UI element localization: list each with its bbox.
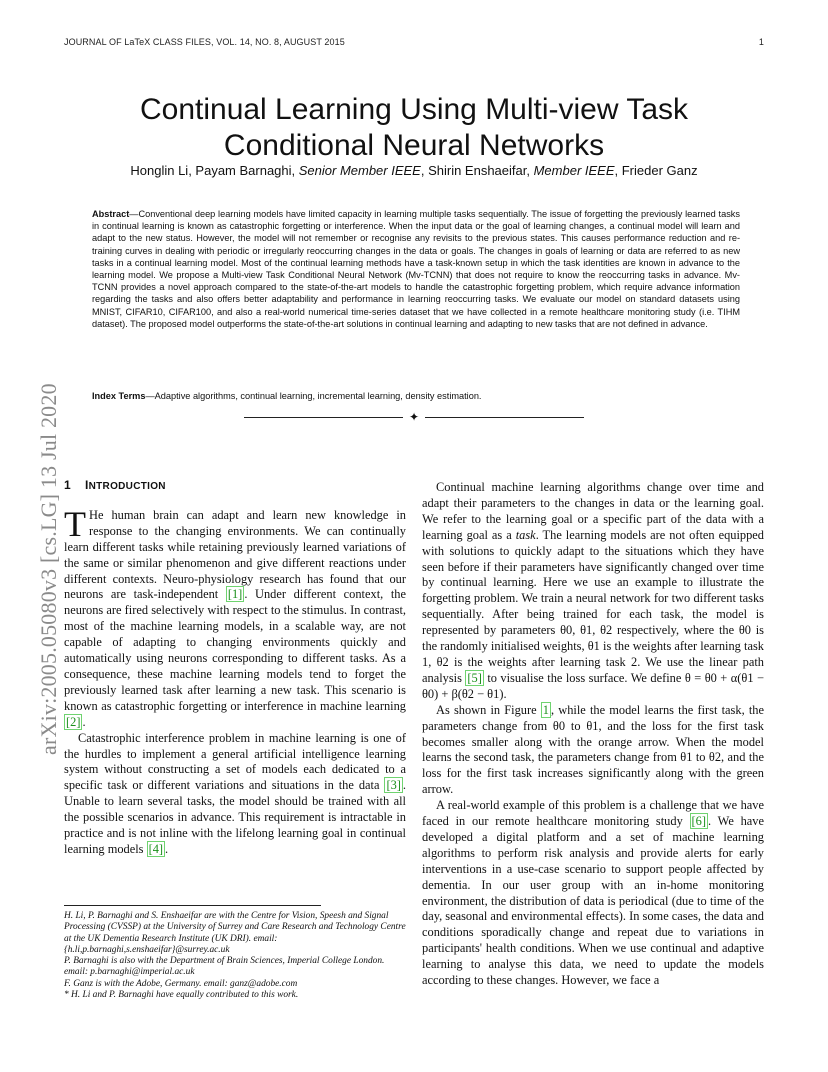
abstract-label: Abstract (92, 209, 130, 219)
index-terms-label: Index Terms (92, 391, 146, 401)
text-run: Catastrophic interference problem in machine learning is one of the hurdles to implement a general artificial intelligence learning system without constructing a set of models each dedicated to a specific task or different variations and situations in the data (64, 730, 406, 793)
section-heading (64, 478, 406, 495)
body-paragraph-2 (422, 703, 764, 798)
footnote-affiliation: H. Li, P. Barnaghi and S. Enshaeifar are with the Centre for Vision, Speesh and Signal Processing (CVSSP) at the University of Surrey and Care Research and Technology Centre at the UK Dementia Research Institute (UK DRI). email: {h.li,p.barnaghi,s.enshaeifar}@surrey.ac.uk (64, 911, 406, 955)
body-paragraph-1 (422, 480, 764, 703)
authors-part-2: , Shirin Enshaeifar, (420, 163, 534, 178)
text-run: As shown in Figure (436, 702, 541, 717)
title-line-1: Continual Learning Using Multi-view Task (139, 93, 689, 127)
drop-cap: T (64, 503, 86, 544)
intro-paragraph-1 (64, 503, 406, 731)
citation-link-3[interactable]: [3] (386, 778, 401, 793)
authors-part-3: , Frieder Ganz (614, 163, 698, 178)
author-list (64, 163, 764, 178)
footnote-ganz: F. Ganz is with the Adobe, Germany. email: ganz@adobe.com (64, 978, 298, 989)
text-run: . The learning models are not often equipped with solutions to quickly adapt to the situations which they have seen before if their parameters have significantly changed over time by continual learning. Here we use an example to illustrate the forgetting problem. We train a neural network for two different tasks sequentially. After being trained for each task, the model is represented by parameters θ0, θ1, θ2 respectively, where the θ0 is the randomly initialised weights, θ1 is the weights after learning task 1, θ2 is the weights after learning task 2. We use the linear path analysis (422, 527, 764, 685)
citation-link-1[interactable]: [1] (227, 587, 243, 602)
figure-link-1[interactable]: 1 (542, 702, 549, 717)
section-number: 1 (64, 478, 71, 492)
arxiv-stamp: arXiv:2005.05080v3 [cs.LG] 13 Jul 2020 (36, 383, 61, 755)
citation-link-4[interactable]: [4] (148, 841, 164, 856)
text-run: . (165, 841, 169, 856)
section-title-initial: I (84, 478, 89, 492)
text-run: A real-world example of this problem is a challenge that we have faced in our remote healthcare monitoring study (422, 798, 764, 829)
right-column (422, 480, 764, 989)
emphasis-task: task (515, 527, 536, 542)
footnote-barnaghi: P. Barnaghi is also with the Department of Brain Sciences, Imperial College London. email: p.barnaghi@imperial.ac.uk (64, 956, 385, 978)
paper-title (64, 92, 764, 164)
text-run: Continual machine learning algorithms change over time and adapt their parameters to the changes in data or the learning goal. We refer to the learning goal or a specific part of the data with a learning goal as a (422, 480, 764, 542)
author-role-2: Member IEEE (533, 163, 615, 178)
text-run: . We have developed a digital platform and a set of machine learning algorithms to perform risk analysis and provide alerts for early interventions in a use-case scenario to support people affected by dementia. In our user group with an in-home monitoring environment, the distribution of data is periodical (due to time of the day, seasonal and environmental effects). In some cases, the data and conditions sporadically change and repeat due to variations in participants' health conditions. When we use continual and adaptive learning to analyse this data, we need to update the models according to these changes. However, we face a (422, 814, 764, 988)
intro-paragraph-2 (64, 731, 406, 858)
text-run: . Under different context, the neurons are fired selectively with respect to the stimulus. In contrast, most of the machine learning models, in a scalable way, are not capable of adapting to changing environments quickly and automatically using neurons corresponding to different tasks. As a consequence, these machine learning models tend to forget the previously learned task after learning a new task. This scenario is known as catastrophic forgetting or interference in machine learning (64, 587, 406, 713)
running-header (64, 37, 764, 47)
citation-link-5[interactable]: [5] (467, 670, 482, 685)
diamond-icon: ✦ (408, 410, 420, 424)
author-role-1: Senior Member IEEE (298, 163, 421, 178)
abstract (92, 208, 740, 330)
left-column (64, 478, 406, 858)
body-paragraph-3 (422, 798, 764, 989)
footnote-equal-contribution: * H. Li and P. Barnaghi have equally contributed to this work. (64, 990, 299, 1001)
text-run: to visualise the loss surface. We define θ = θ0 + α(θ1 − θ0) + β(θ2 − θ1). (422, 670, 764, 701)
text-run: . Unable to learn several tasks, the model should be trained with all the possible scenarios in advance. This requirement is intractable in practice and is not inline with the lifelong learning goal in continual learning models (64, 778, 406, 856)
index-terms-text: —Adaptive algorithms, continual learning, incremental learning, density estimation. (145, 391, 482, 401)
footnotes (64, 911, 406, 1001)
title-line-2: Conditional Neural Networks (223, 129, 605, 163)
citation-link-6[interactable]: [6] (691, 814, 706, 829)
abstract-text: —Conventional deep learning models have limited capacity in learning multiple tasks sequentially. The issue of forgetting the previously learned tasks in continual learning is known as catastrophic forgetting or interference. When the input data or the goal of learning changes, a continual model will learn and adapt to the new status. However, the model will not remember or recognise any revisits to the previous states. This causes performance reduction and re-training curves in dealing with periodic or irregularly reoccurring changes in the data or goals. The changes in goals of learning or data are referred to as new tasks in a continual learning model. Most of the continual learning methods have a task-known setup in which the task identities are known in advance to the learning model. We propose a Multi-view Task Conditional Neural Network (Mv-TCNN) that does not require to know the reoccurring tasks in advance. Mv-TCNN provides a novel approach compared to the state-of-the-art models to handle the catastrophic forgetting problem, which require advance information regarding the tasks and also offers better adaptability and performance in learning reoccurring tasks. We evaluate our model on standard datasets using MNIST, CIFAR10, CIFAR100, and also a real-world numerical time-series dataset that we have collected in a remote healthcare monitoring study (i.e. TIHM dataset). The proposed model outperforms the state-of-the-art solutions in continual learning and adapting to new tasks that are not defined in advance. (92, 209, 740, 329)
citation-link-2[interactable]: [2] (66, 714, 81, 729)
text-run: He human brain can adapt and learn new knowledge in response to the changing environments. We can continually learn different tasks while retaining previously learned variations of the same or similar phenomenon and give different reactions under different contexts. Neuro-physiology research has found that our neurons are task-independent (64, 507, 406, 602)
text-run: . (82, 714, 86, 729)
section-separator (244, 410, 584, 424)
index-terms (92, 391, 740, 401)
authors-part-1: Honglin Li, Payam Barnaghi, (130, 163, 299, 178)
footnote-rule (64, 905, 321, 906)
separator-rule-right (425, 417, 584, 418)
section-title-rest: NTRODUCTION (88, 481, 166, 492)
page-number: 1 (758, 37, 764, 47)
separator-rule-left (244, 417, 403, 418)
journal-line: JOURNAL OF LaTeX CLASS FILES, VOL. 14, NO. 8, AUGUST 2015 (64, 37, 345, 47)
text-run: , while the model learns the first task, the parameters change from θ0 to θ1, and the loss for the first task becomes smaller along with the orange arrow. When the model learns the second task, the parameters change from θ1 to θ2, and the loss for the first task increases significantly along with the green arrow. (422, 702, 764, 797)
